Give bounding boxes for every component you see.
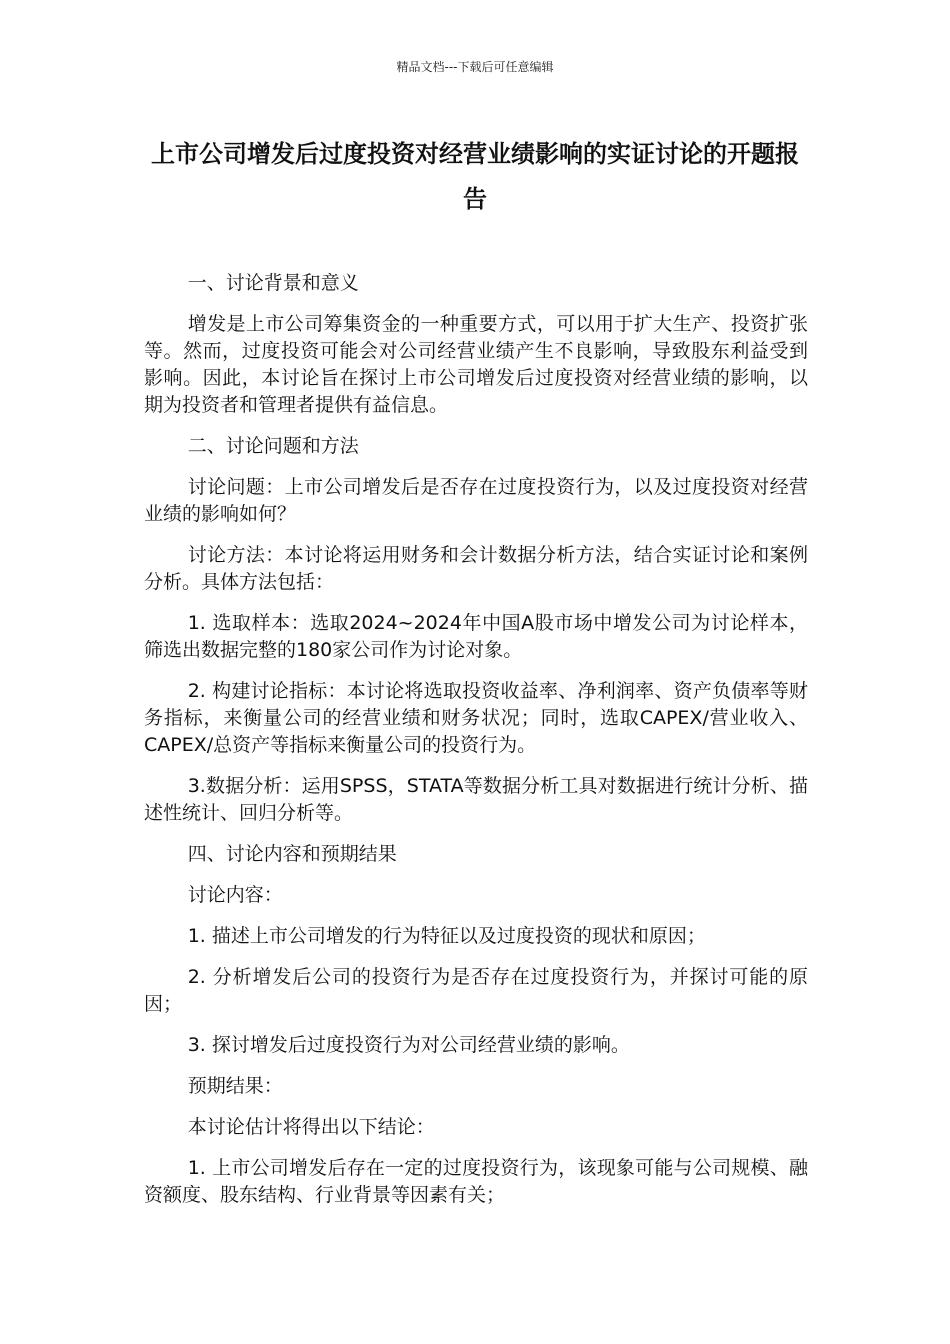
paragraph-conclusion-intro: 本讨论估计将得出以下结论： xyxy=(187,1116,435,1138)
list-item-sample: 1. 选取样本：选取2024~2024年中国A股市场中增发公司为讨论样本，筛选出数据完整的180家公司作为讨论对象。 xyxy=(144,612,808,661)
list-item-content-2: 2. 分析增发后公司的投资行为是否存在过度投资行为，并探讨可能的原因； xyxy=(144,966,808,1015)
list-item-conclusion-1: 1. 上市公司增发后存在一定的过度投资行为，该现象可能与公司规模、融资额度、股东结构、行业背景等因素有关； xyxy=(144,1157,808,1206)
list-item-content-1: 1. 描述上市公司增发的行为特征以及过度投资的现状和原因； xyxy=(187,925,706,947)
document-body xyxy=(144,270,808,1223)
header-note: 精品文档---下载后可任意编辑 xyxy=(396,60,554,74)
section-heading-background: 一、讨论背景和意义 xyxy=(187,272,359,294)
paragraph-method: 讨论方法：本讨论将运用财务和会计数据分析方法，结合实证讨论和案例分析。具体方法包括： xyxy=(144,544,808,593)
list-item-data-analysis: 3.数据分析：运用SPSS，STATA等数据分析工具对数据进行统计分析、描述性统计、回归分析等。 xyxy=(144,775,808,824)
document-title: 上市公司增发后过度投资对经营业绩影响的实证讨论的开题报告 xyxy=(151,140,799,213)
section-heading-questions-methods: 二、讨论问题和方法 xyxy=(187,435,359,457)
list-item-indicators: 2. 构建讨论指标：本讨论将选取投资收益率、净利润率、资产负债率等财务指标，来衡量公司的经营业绩和财务状况；同时，选取CAPEX/营业收入、CAPEX/总资产等指标来衡量公司的投资行为。 xyxy=(144,680,808,756)
paragraph-question: 讨论问题：上市公司增发后是否存在过度投资行为，以及过度投资对经营业绩的影响如何？ xyxy=(144,476,808,525)
label-expected-results: 预期结果： xyxy=(187,1075,283,1097)
label-content: 讨论内容： xyxy=(187,884,283,906)
section-heading-content-results: 四、讨论内容和预期结果 xyxy=(187,843,397,865)
list-item-content-3: 3. 探讨增发后过度投资行为对公司经营业绩的影响。 xyxy=(187,1034,630,1056)
paragraph-background: 增发是上市公司筹集资金的一种重要方式，可以用于扩大生产、投资扩张等。然而，过度投资可能会对公司经营业绩产生不良影响，导致股东利益受到影响。因此，本讨论旨在探讨上市公司增发后过度投资对经营业绩的影响，以期为投资者和管理者提供有益信息。 xyxy=(144,313,808,416)
